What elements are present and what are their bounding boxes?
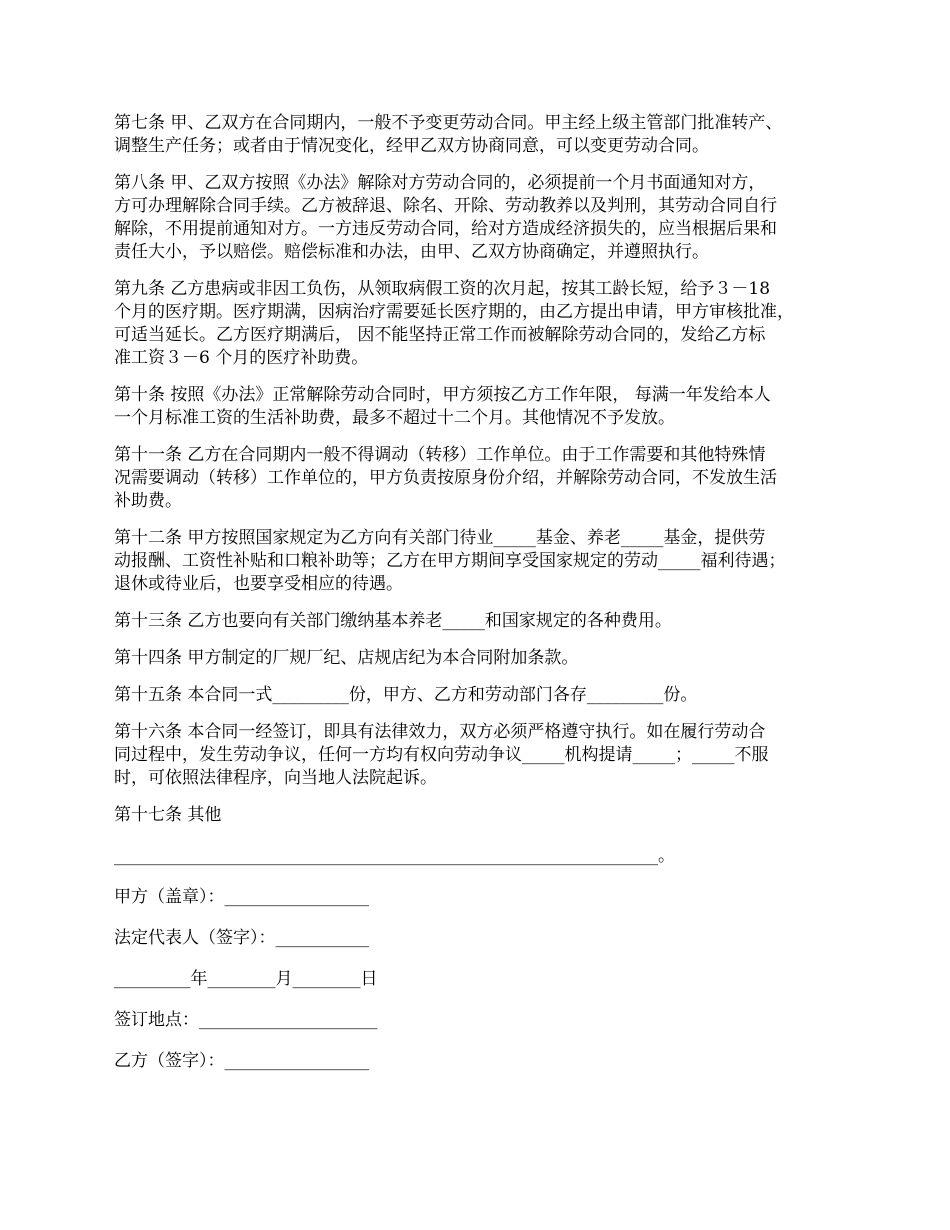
article-line: 动报酬、工资性补贴和口粮补助等；乙方在甲方期间享受国家规定的劳动_____福利待遇； bbox=[114, 551, 786, 571]
article-line: 方可办理解除合同手续。乙方被辞退、除名、开除、劳动教养以及判刑，其劳动合同自行 bbox=[114, 196, 777, 216]
article-line: 准工资３－6 个月的医疗补助费。 bbox=[114, 348, 369, 368]
article-line: 解除，不用提前通知对方。一方违反劳动合同，给对方造成经济损失的，应当根据后果和 bbox=[114, 219, 777, 239]
article-line: 况需要调动（转移）工作单位的，甲方负责按原身份介绍，并解除劳动合同，不发放生活 bbox=[114, 468, 777, 488]
article-line: 第七条 甲、乙双方在合同期内，一般不予变更劳动合同。甲主经上级主管部门批准转产、 bbox=[114, 113, 783, 133]
article-12 bbox=[114, 527, 834, 596]
article-line: 第十六条 本合同一经签订，即具有法律效力，双方必须严格遵守执行。如在履行劳动合 bbox=[114, 722, 766, 742]
article-line: 退休或待业后，也要享受相应的待遇。 bbox=[114, 574, 403, 594]
article-13 bbox=[114, 610, 834, 633]
article-line: 第八条 甲、乙双方按照《办法》解除对方劳动合同的，必须提前一个月书面通知对方， bbox=[114, 173, 766, 193]
article-line: 第十五条 本合同一式_________份，甲方、乙方和劳动部门各存_________份。 bbox=[114, 685, 698, 705]
party-a-seal-line: 甲方（盖章）：_________________ bbox=[114, 887, 369, 907]
article-line: 一个月标准工资的生活补助费，最多不超过十二个月。其他情况不予发放。 bbox=[114, 408, 675, 428]
article-11 bbox=[114, 444, 834, 513]
article-10 bbox=[114, 384, 834, 430]
article-7 bbox=[114, 112, 834, 158]
legal-representative-signature-line: 法定代表人（签字）：___________ bbox=[114, 928, 369, 948]
article-line: 第十条 按照《办法》正常解除劳动合同时，甲方须按乙方工作年限， 每满一年发给本人 bbox=[114, 385, 771, 405]
signing-place-line: 签订地点：_____________________ bbox=[114, 1010, 378, 1030]
article-line: 第十一条 乙方在合同期内一般不得调动（转移）工作单位。由于工作需要和其他特殊情 bbox=[114, 445, 766, 465]
article-line: 第十三条 乙方也要向有关部门缴纳基本养老_____和国家规定的各种费用。 bbox=[114, 611, 672, 631]
article-9 bbox=[114, 278, 834, 370]
article-line: 第九条 乙方患病或非因工负伤，从领取病假工资的次月起，按其工龄长短，给予３－18 bbox=[114, 279, 771, 299]
article-line: 第十四条 甲方制定的厂规厂纪、店规店纪为本合同附加条款。 bbox=[114, 648, 579, 668]
article-14 bbox=[114, 647, 834, 670]
article-line: 可适当延长。乙方医疗期满后， 因不能坚持正常工作而被解除劳动合同的，发给乙方标 bbox=[114, 325, 766, 345]
article-15 bbox=[114, 684, 834, 707]
article-line: 第十七条 其他 bbox=[114, 805, 222, 825]
article-line: 责任大小，予以赔偿。赔偿标准和办法，由甲、乙双方协商确定，并遵照执行。 bbox=[114, 242, 709, 262]
article-line: 第十二条 甲方按照国家规定为乙方向有关部门待业_____基金、养老_____基金，提供劳 bbox=[114, 528, 766, 548]
article-16 bbox=[114, 721, 834, 790]
other-terms-blank: ________________________________________________________________。 bbox=[114, 846, 675, 866]
signing-date-line: _________年________月________日 bbox=[114, 969, 378, 989]
party-b-signature-line: 乙方（签字）：_________________ bbox=[114, 1051, 369, 1071]
article-line: 个月的医疗期。医疗期满，因病治疗需要延长医疗期的，由乙方提出申请，甲方审核批准， bbox=[114, 302, 794, 322]
article-8 bbox=[114, 172, 834, 264]
article-line: 调整生产任务；或者由于情况变化，经甲乙双方协商同意，可以变更劳动合同。 bbox=[114, 136, 709, 156]
article-line: 时，可依照法律程序，向当地人法院起诉。 bbox=[114, 768, 437, 788]
article-line: 补助费。 bbox=[114, 491, 182, 511]
article-17 bbox=[114, 804, 834, 827]
article-line: 同过程中，发生劳动争议，任何一方均有权向劳动争议_____机构提请_____；_____不服 bbox=[114, 745, 769, 765]
